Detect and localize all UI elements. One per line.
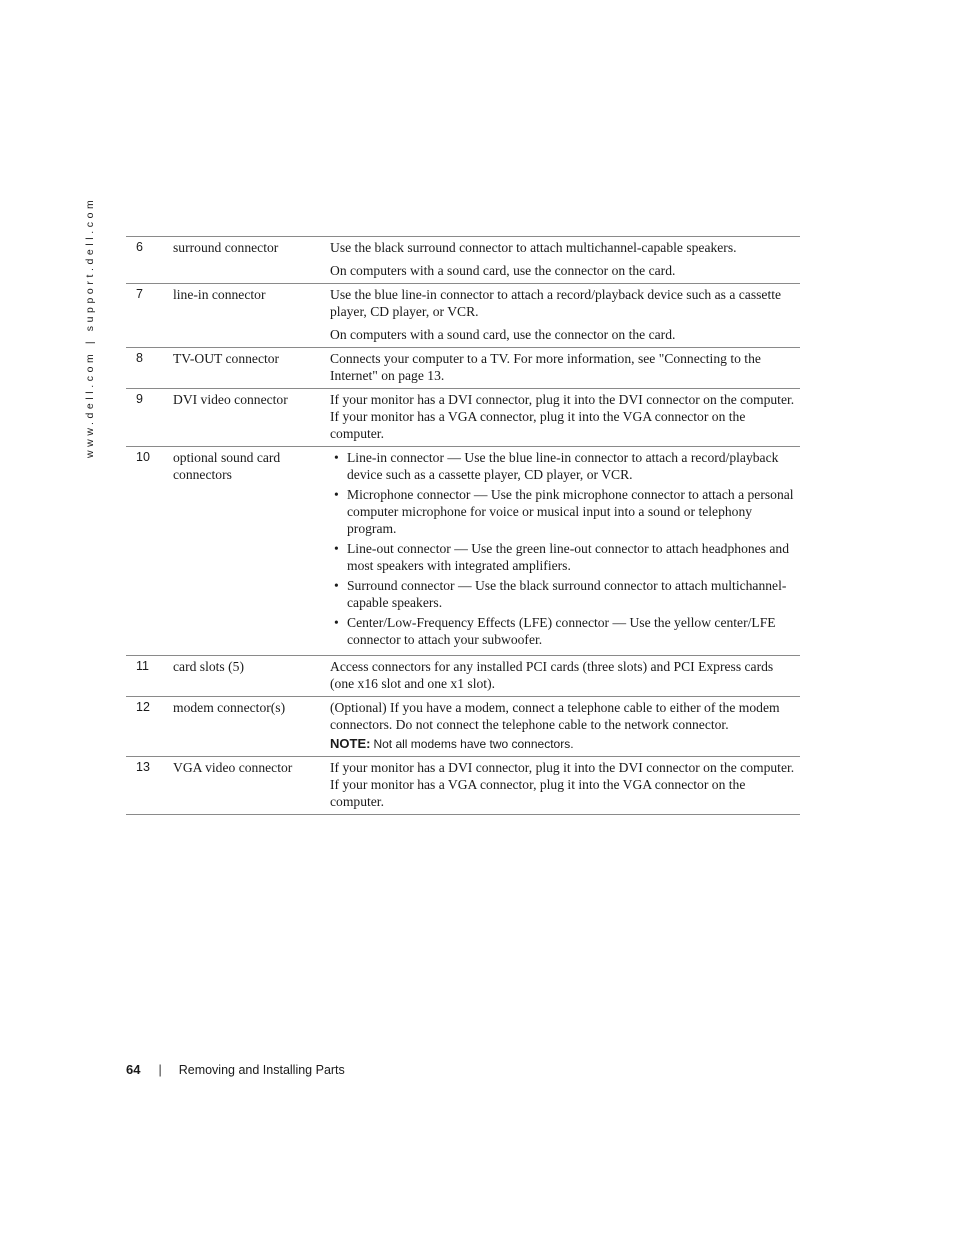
- connector-description: [330, 286, 800, 343]
- item-number: 8: [136, 351, 143, 365]
- item-number: 13: [136, 760, 150, 774]
- description-paragraph: Connects your computer to a TV. For more information, see "Connecting to the Internet" on page 13.: [330, 351, 761, 383]
- side-url: www.dell.com | support.dell.com: [84, 196, 96, 458]
- description-paragraph: On computers with a sound card, use the connector on the card.: [330, 263, 676, 278]
- connector-description: [330, 449, 800, 651]
- table-row: [126, 284, 800, 348]
- note: [330, 736, 798, 752]
- table-row: [126, 757, 800, 815]
- list-item: • Line-out connector — Use the green line-out connector to attach headphones and most speakers with integrated amplifiers.: [330, 540, 798, 574]
- connector-name: optional sound card connectors: [173, 450, 281, 482]
- table-row: [126, 237, 800, 284]
- list-item: • Surround connector — Use the black surround connector to attach multichannel-capable speakers.: [330, 577, 798, 611]
- list-item: • Line-in connector — Use the blue line-in connector to attach a record/playback device such as a cassette player, CD player, or VCR.: [330, 449, 798, 483]
- connector-name: DVI video connector: [173, 392, 288, 407]
- connector-description: [330, 759, 800, 810]
- description-paragraph: (Optional) If you have a modem, connect a telephone cable to either of the modem connectors. Do not connect the telephone cable to the network connector.: [330, 700, 780, 732]
- connector-description: [330, 658, 800, 692]
- connector-name: VGA video connector: [173, 760, 293, 775]
- table-row: [126, 348, 800, 389]
- item-number: 6: [136, 240, 143, 254]
- connector-table: [126, 236, 800, 815]
- description-paragraph: If your monitor has a DVI connector, plug it into the DVI connector on the computer. If your monitor has a VGA connector, plug it into the VGA connector on the computer.: [330, 760, 795, 809]
- bullet-list: [330, 449, 798, 648]
- list-item: • Microphone connector — Use the pink microphone connector to attach a personal computer microphone for voice or musical input into a sound or telephony program.: [330, 486, 798, 537]
- page-footer: [126, 1062, 345, 1077]
- item-number: 12: [136, 700, 150, 714]
- table-row: [126, 447, 800, 656]
- table-row: [126, 656, 800, 697]
- connector-name: TV-OUT connector: [173, 351, 280, 366]
- note-text: Not all modems have two connectors.: [373, 737, 574, 751]
- note-label: NOTE:: [330, 736, 371, 751]
- item-number: 7: [136, 287, 143, 301]
- connector-description: [330, 699, 800, 752]
- connector-name: card slots (5): [173, 659, 244, 674]
- list-item: • Center/Low-Frequency Effects (LFE) connector — Use the yellow center/LFE connector to attach your subwoofer.: [330, 614, 798, 648]
- item-number: 11: [136, 659, 149, 673]
- description-paragraph: On computers with a sound card, use the connector on the card.: [330, 327, 676, 342]
- connector-name: surround connector: [173, 240, 279, 255]
- page-number: 64: [126, 1062, 141, 1077]
- description-paragraph: Use the black surround connector to attach multichannel-capable speakers.: [330, 240, 737, 255]
- item-number: 9: [136, 392, 143, 406]
- connector-name: line-in connector: [173, 287, 266, 302]
- footer-section-title: Removing and Installing Parts: [178, 1062, 345, 1077]
- item-number: 10: [136, 450, 150, 464]
- footer-separator: |: [158, 1062, 162, 1077]
- table-row: [126, 697, 800, 757]
- description-paragraph: Access connectors for any installed PCI cards (three slots) and PCI Express cards (one x16 slot and one x1 slot).: [330, 659, 774, 691]
- connector-name: modem connector(s): [173, 700, 286, 715]
- connector-description: [330, 239, 800, 279]
- connector-description: [330, 350, 800, 384]
- table-row: [126, 389, 800, 447]
- description-paragraph: If your monitor has a DVI connector, plug it into the DVI connector on the computer. If your monitor has a VGA connector, plug it into the VGA connector on the computer.: [330, 392, 795, 441]
- connector-description: [330, 391, 800, 442]
- description-paragraph: Use the blue line-in connector to attach a record/playback device such as a cassette player, CD player, or VCR.: [330, 287, 782, 319]
